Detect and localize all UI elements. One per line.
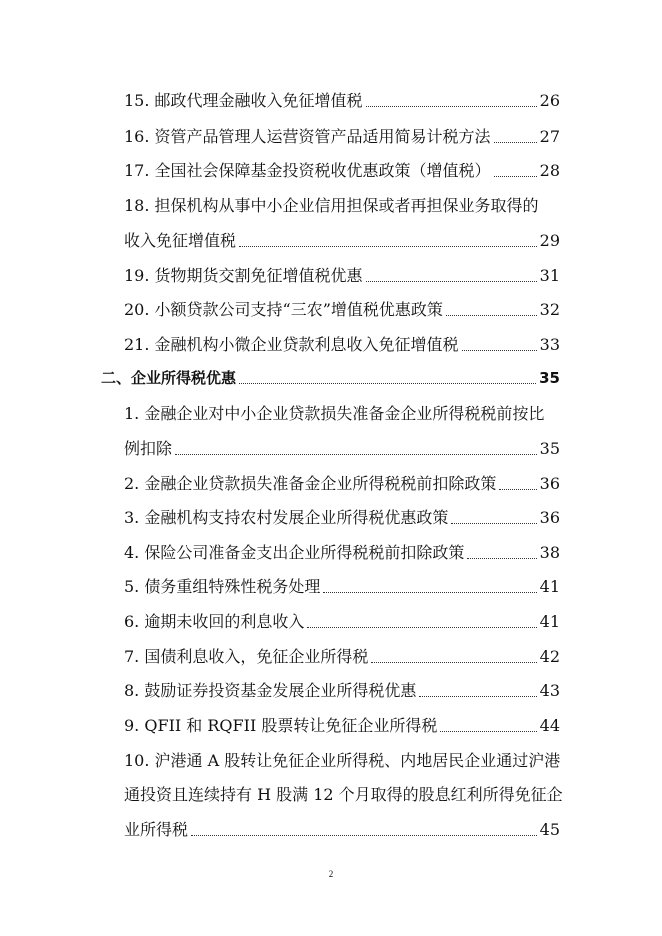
toc-entry-title: 通投资且连续持有 H 股满 12 个月取得的股息红利所得免征企 [124,785,563,804]
dot-leader [366,106,537,107]
dot-leader [494,176,537,177]
toc-entry-5[interactable] [124,574,560,597]
toc-entry-title: 20. 小额贷款公司支持“三农”增值税优惠政策 [124,300,443,319]
toc-entry-page: 27 [539,127,560,146]
toc-entry-title: 19. 货物期货交割免征增值税优惠 [124,266,363,285]
toc-entry-10-line2[interactable] [124,782,563,805]
toc-entry-1-line1[interactable] [124,401,560,424]
toc-section-heading[interactable] [101,367,560,388]
toc-entry-page: 43 [539,681,560,700]
toc-entry-page: 38 [539,543,560,562]
toc-entry-19[interactable] [124,263,560,286]
toc-entry-title: 5. 债务重组特殊性税务处理 [124,577,321,596]
toc-entry-page: 31 [539,266,560,285]
toc-entry-title: 业所得税 [124,820,189,839]
page-number: 2 [328,869,334,879]
dot-leader [440,731,536,732]
toc-entry-1-line2[interactable] [124,436,560,459]
toc-entry-page: 36 [539,508,560,527]
toc-entry-18-line1[interactable] [124,193,560,216]
toc-entry-page: 44 [539,716,560,735]
toc-entry-page: 32 [539,300,560,319]
toc-entry-18-line2[interactable] [124,228,560,251]
toc-entry-page: 28 [539,161,560,180]
toc-entry-title: 7. 国债利息收入，免征企业所得税 [124,647,369,666]
toc-entry-title: 3. 金融机构支持农村发展企业所得税优惠政策 [124,508,449,527]
dot-leader [462,350,537,351]
dot-leader [494,142,537,143]
toc-entry-21[interactable] [124,332,560,355]
dot-leader [323,592,536,593]
toc-entry-6[interactable] [124,609,560,632]
toc-entry-title: 1. 金融企业对中小企业贷款损失准备金企业所得税税前按比 [124,404,545,423]
toc-entry-page: 41 [539,577,560,596]
dot-leader [371,662,536,663]
section-title: 二、企业所得税优惠 [101,369,237,387]
toc-entry-title: 收入免征增值税 [124,231,237,250]
toc-entry-page: 42 [539,647,560,666]
toc-entry-title: 6. 逾期未收回的利息收入 [124,612,305,631]
dot-leader [419,696,536,697]
toc-entry-10-line3[interactable] [124,817,560,840]
toc-entry-page: 26 [539,91,560,110]
toc-entry-9[interactable] [124,713,560,736]
toc-entry-3[interactable] [124,505,560,528]
dot-leader [446,315,537,316]
dot-leader [307,627,536,628]
toc-entry-title: 21. 金融机构小微企业贷款利息收入免征增值税 [124,335,459,354]
toc-entry-title: 例扣除 [124,439,173,458]
toc-entry-page: 33 [539,335,560,354]
toc-entry-title: 4. 保险公司准备金支出企业所得税税前扣除政策 [124,543,465,562]
toc-entry-8[interactable] [124,678,560,701]
toc-entry-4[interactable] [124,540,560,563]
toc-entry-title: 15. 邮政代理金融收入免征增值税 [124,91,363,110]
toc-entry-page: 41 [539,612,560,631]
toc-entry-7[interactable] [124,644,560,667]
toc-entry-2[interactable] [124,471,560,494]
toc-entry-title: 16. 资管产品管理人运营资管产品适用简易计税方法 [124,127,491,146]
dot-leader [451,523,536,524]
dot-leader [239,383,536,384]
toc-entry-title: 2. 金融企业贷款损失准备金企业所得税税前扣除政策 [124,474,497,493]
toc-entry-20[interactable] [124,297,560,320]
toc-entry-17[interactable] [124,158,560,181]
dot-leader [239,246,537,247]
dot-leader [467,558,536,559]
toc-entry-page: 35 [539,369,560,387]
dot-leader [175,454,537,455]
toc-entry-page: 36 [539,474,560,493]
dot-leader [366,281,537,282]
dot-leader [499,489,536,490]
toc-entry-15[interactable] [124,88,560,111]
toc-entry-title: 9. QFII 和 RQFII 股票转让免征企业所得税 [124,716,438,735]
toc-entry-title: 17. 全国社会保障基金投资税收优惠政策（增值税） [124,161,491,180]
toc-entry-page: 35 [539,439,560,458]
toc-entry-title: 18. 担保机构从事中小企业信用担保或者再担保业务取得的 [124,196,539,215]
toc-entry-page: 29 [539,231,560,250]
toc-entry-10-line1[interactable] [124,748,560,771]
toc-entry-page: 45 [539,820,560,839]
dot-leader [191,835,537,836]
toc-entry-title: 8. 鼓励证券投资基金发展企业所得税优惠 [124,681,417,700]
toc-entry-title: 10. 沪港通 A 股转让免征企业所得税、内地居民企业通过沪港 [124,751,561,770]
toc-entry-16[interactable] [124,124,560,147]
